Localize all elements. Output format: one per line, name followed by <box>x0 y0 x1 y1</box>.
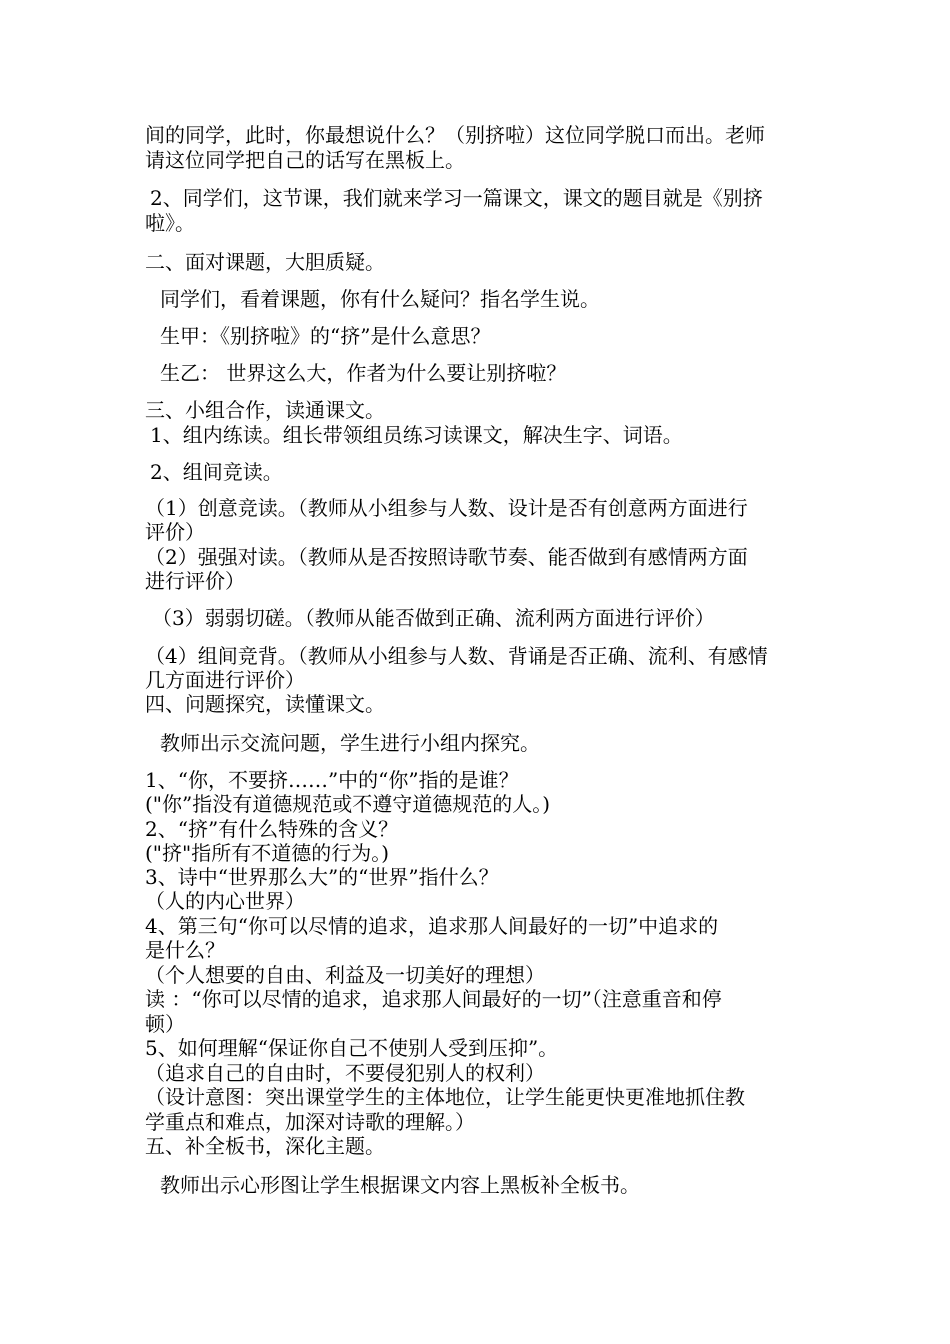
text-line: 4、第三句“你可以尽情的追求，追求那人间最好的一切”中追求的 <box>145 914 719 938</box>
text-line: 2、组间竞读。 <box>150 460 283 484</box>
text-line: ("挤"指所有不道德的行为。) <box>145 841 390 865</box>
text-line: 2、“挤”有什么特殊的含义？ <box>145 817 399 841</box>
text-line: （人的内心世界） <box>145 889 305 913</box>
text-line: （个人想要的自由、利益及一切美好的理想） <box>145 963 545 987</box>
section-heading: 二、面对课题，大胆质疑。 <box>145 250 385 274</box>
text-line: 生乙： 世界这么大，作者为什么要让别挤啦？ <box>160 361 567 385</box>
text-line: 进行评价） <box>145 569 245 593</box>
text-line: 是什么？ <box>145 938 225 962</box>
text-line: 2、同学们，这节课，我们就来学习一篇课文，课文的题目就是《别挤 <box>150 186 763 210</box>
text-line: 同学们，看着课题，你有什么疑问？指名学生说。 <box>160 287 600 311</box>
text-line: ("你”指没有道德规范或不遵守道德规范的人。) <box>145 792 551 816</box>
text-line: 评价） <box>145 520 205 544</box>
text-line: 请这位同学把自己的话写在黑板上。 <box>145 148 465 172</box>
text-line: 几方面进行评价） <box>145 668 305 692</box>
text-line: （3）弱弱切磋。（教师从能否做到正确、流利两方面进行评价） <box>152 606 715 630</box>
text-line: （追求自己的自由时，不要侵犯别人的权利） <box>145 1061 545 1085</box>
text-line: （4）组间竞背。（教师从小组参与人数、背诵是否正确、流利、有感情 <box>145 644 768 668</box>
text-line: （设计意图：突出课堂学生的主体地位，让学生能更快更准地抓住教 <box>145 1085 745 1109</box>
text-line: 1、组内练读。组长带领组员练习读课文，解决生字、词语。 <box>150 423 683 447</box>
text-line: 间的同学，此时，你最想说什么？（别挤啦）这位同学脱口而出。老师 <box>145 123 765 147</box>
text-line: 学重点和难点，加深对诗歌的理解。） <box>145 1110 475 1134</box>
text-line: 生甲：《别挤啦》的“挤”是什么意思？ <box>160 324 491 348</box>
text-line: 教师出示心形图让学生根据课文内容上黑板补全板书。 <box>160 1173 640 1197</box>
text-line: （2）强强对读。（教师从是否按照诗歌节奏、能否做到有感情两方面 <box>145 545 748 569</box>
text-line: 读 ：“你可以尽情的追求，追求那人间最好的一切”（注意重音和停 <box>145 987 722 1011</box>
text-line: 教师出示交流问题，学生进行小组内探究。 <box>160 731 540 755</box>
section-heading: 四、问题探究，读懂课文。 <box>145 692 385 716</box>
text-line: 啦》。 <box>145 211 195 235</box>
text-line: 5、如何理解“保证你自己不使别人受到压抑”。 <box>145 1036 559 1060</box>
section-heading: 三、小组合作，读通课文。 <box>145 398 385 422</box>
text-line: （1）创意竞读。（教师从小组参与人数、设计是否有创意两方面进行 <box>145 496 748 520</box>
text-line: 1、“你，不要挤……”中的“你”指的是谁？ <box>145 768 519 792</box>
section-heading: 五、补全板书，深化主题。 <box>145 1134 385 1158</box>
text-line: 3、诗中“世界那么大”的“世界”指什么？ <box>145 865 499 889</box>
text-line: 顿） <box>145 1012 185 1036</box>
